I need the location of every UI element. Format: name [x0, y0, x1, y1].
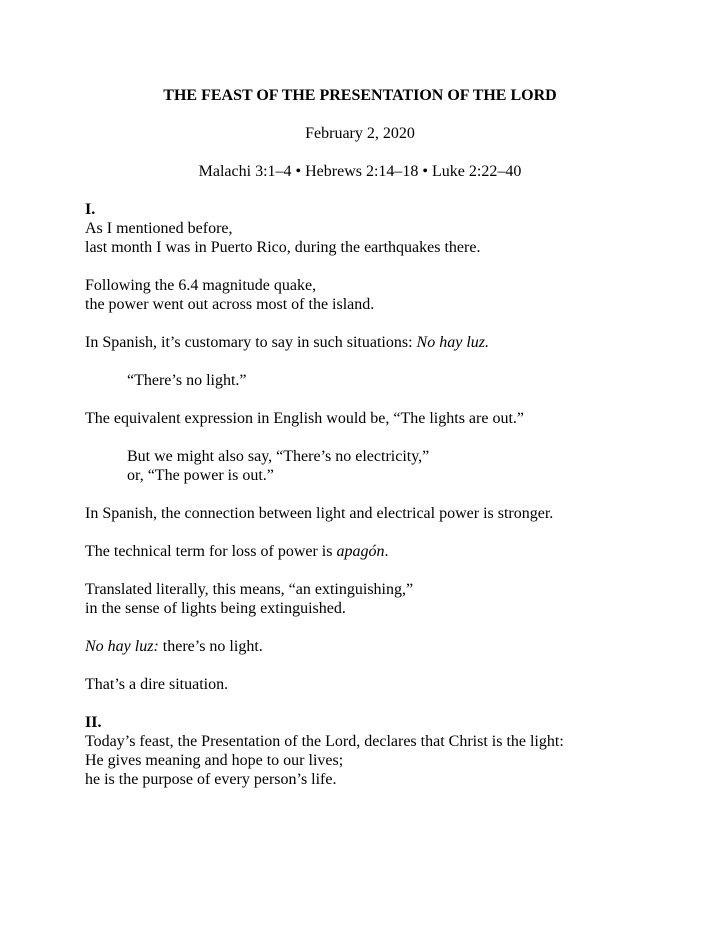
paragraph-indented: But we might also say, “There’s no electricity,” or, “The power is out.” [127, 448, 430, 484]
section-heading-2: II. [85, 714, 102, 731]
paragraph: No hay luz: there’s no light. [85, 638, 263, 655]
homily-body [85, 200, 685, 808]
document-title: THE FEAST OF THE PRESENTATION OF THE LORD [163, 87, 557, 104]
paragraph: Today’s feast, the Presentation of the Lord, declares that Christ is the light: He gives meaning and hope to our lives; he is the purpose of every person’s life. [85, 733, 564, 788]
paragraph: In Spanish, the connection between light and electrical power is stronger. [85, 505, 554, 522]
section-heading-1: I. [85, 201, 96, 218]
paragraph: Following the 6.4 magnitude quake, the power went out across most of the island. [85, 277, 375, 313]
paragraph: In Spanish, it’s customary to say in such situations: No hay luz. [85, 334, 489, 351]
paragraph-indented: “There’s no light.” [127, 372, 247, 389]
paragraph: Translated literally, this means, “an extinguishing,” in the sense of lights being extinguished. [85, 581, 414, 617]
scripture-readings: Malachi 3:1–4 • Hebrews 2:14–18 • Luke 2:22–40 [198, 163, 522, 180]
paragraph: The equivalent expression in English would be, “The lights are out.” [85, 410, 524, 427]
paragraph: The technical term for loss of power is apagón. [85, 543, 389, 560]
document-date: February 2, 2020 [305, 125, 415, 142]
paragraph: That’s a dire situation. [85, 676, 229, 693]
paragraph: As I mentioned before, last month I was in Puerto Rico, during the earthquakes there. [85, 220, 481, 256]
